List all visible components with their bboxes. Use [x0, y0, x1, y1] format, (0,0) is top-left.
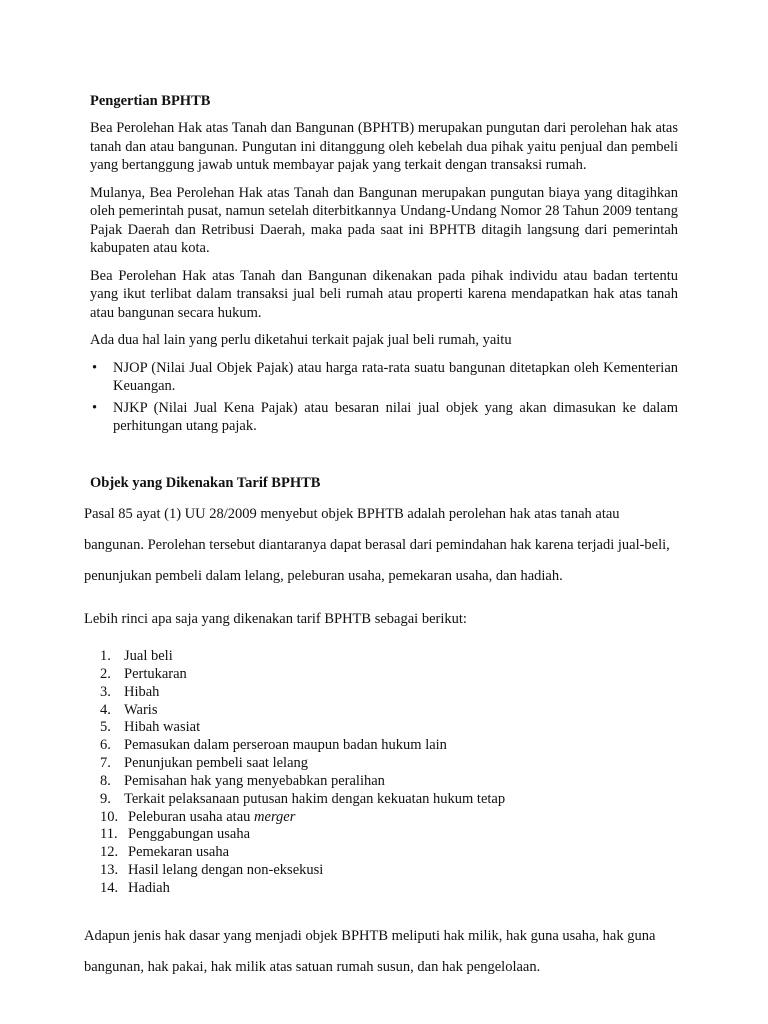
bullet-icon: • — [92, 359, 98, 376]
list-number: 11. — [100, 826, 118, 843]
numbered-list — [100, 648, 505, 898]
list-item — [100, 684, 505, 702]
paragraph-rincian: Lebih rinci apa saja yang dikenakan tarif BPHTB sebagai berikut: — [84, 611, 467, 627]
heading-objek: Objek yang Dikenakan Tarif BPHTB — [90, 475, 321, 491]
list-text: Peleburan usaha atau — [128, 808, 255, 825]
list-text: Pertukaran — [124, 665, 187, 682]
list-number: 7. — [100, 755, 111, 772]
list-item — [100, 862, 505, 880]
list-item — [100, 880, 505, 898]
list-text: Hadiah — [128, 879, 170, 896]
list-number: 9. — [100, 790, 111, 807]
list-text: Hibah wasiat — [124, 719, 201, 736]
list-number: 2. — [100, 665, 111, 682]
list-item — [100, 773, 505, 791]
paragraph-definition: Bea Perolehan Hak atas Tanah dan Bangunan (BPHTB) merupakan pungutan dari perolehan hak atas tanah dan atau bangunan. Pungutan ini ditanggung oleh kebelah dua pihak yaitu penjual dan pembeli yang bertanggung jawab untuk membayar pajak yang terkait dengan transaksi rumah. — [90, 120, 678, 173]
bullet-text: NJOP (Nilai Jual Objek Pajak) atau harga rata-rata suatu bangunan ditetapkan oleh Kementerian Keuangan. — [113, 359, 678, 394]
list-text: Hasil lelang dengan non-eksekusi — [128, 862, 324, 879]
list-item — [100, 826, 505, 844]
paragraph-pasal-85: Pasal 85 ayat (1) UU 28/2009 menyebut objek BPHTB adalah perolehan hak atas tanah atau bangunan. Perolehan tersebut diantaranya dapat berasal dari pemindahan hak karena terjadi jual-beli, penunjukan pembeli dalam lelang, peleburan usaha, pemekaran usaha, dan hadiah. — [84, 506, 670, 584]
list-text: Penggabungan usaha — [128, 826, 251, 843]
list-number: 8. — [100, 772, 111, 789]
list-number: 1. — [100, 648, 111, 664]
list-number: 3. — [100, 683, 111, 700]
bullet-list — [90, 359, 678, 436]
paragraph-subject: Bea Perolehan Hak atas Tanah dan Bangunan dikenakan pada pihak individu atau badan tertentu yang ikut terlibat dalam transaksi jual beli rumah atau properti karena mendapatkan hak atas tanah atau bangunan secara hukum. — [90, 267, 678, 321]
paragraph-jenis-hak: Adapun jenis hak dasar yang menjadi objek BPHTB meliputi hak milik, hak guna usaha, hak guna bangunan, hak pakai, hak milik atas satuan rumah susun, dan hak pengelolaan. — [84, 928, 656, 975]
list-text: Terkait pelaksanaan putusan hakim dengan kekuatan hukum tetap — [124, 790, 506, 807]
list-item — [100, 719, 505, 737]
bullet-icon: • — [92, 399, 98, 416]
bullet-item-njop — [90, 359, 678, 396]
list-number: 4. — [100, 701, 111, 718]
list-text: Hibah — [124, 683, 160, 700]
list-text: Pemasukan dalam perseroan maupun badan hukum lain — [124, 737, 447, 754]
list-text: Jual beli — [124, 648, 173, 664]
list-item — [100, 737, 505, 755]
list-item — [100, 702, 505, 720]
list-item — [100, 755, 505, 773]
list-text: Pemekaran usaha — [128, 844, 230, 861]
list-number: 5. — [100, 719, 111, 736]
list-text: Penunjukan pembeli saat lelang — [124, 755, 309, 772]
list-number: 10. — [100, 808, 119, 825]
paragraph-history: Mulanya, Bea Perolehan Hak atas Tanah dan Bangunan merupakan pungutan biaya yang ditagihkan oleh pemerintah pusat, namun setelah diterbitkannya Undang-Undang Nomor 28 Tahun 2009 tentang Pajak Daerah dan Retribusi Daerah, maka pada saat ini BPHTB ditagih langsung dari pemerintah kabupaten atau kota. — [90, 184, 678, 256]
list-number: 6. — [100, 737, 111, 754]
bullet-item-njkp — [90, 399, 678, 436]
bullet-text: NJKP (Nilai Jual Kena Pajak) atau besaran nilai jual objek yang akan dimasukan ke dalam perhitungan utang pajak. — [113, 399, 678, 434]
list-item — [100, 809, 505, 827]
list-number: 12. — [100, 844, 119, 861]
section-pengertian — [90, 92, 678, 439]
list-text: Pemisahan hak yang menyebabkan peralihan — [124, 772, 385, 789]
list-item — [100, 648, 505, 666]
list-number: 14. — [100, 879, 119, 896]
list-item — [100, 844, 505, 862]
paragraph-intro-list: Ada dua hal lain yang perlu diketahui terkait pajak jual beli rumah, yaitu — [90, 332, 512, 348]
list-text: Waris — [124, 701, 158, 718]
list-item — [100, 666, 505, 684]
heading-pengertian: Pengertian BPHTB — [90, 93, 211, 109]
list-item — [100, 791, 505, 809]
list-text-italic: merger — [254, 808, 296, 825]
list-number: 13. — [100, 862, 119, 879]
